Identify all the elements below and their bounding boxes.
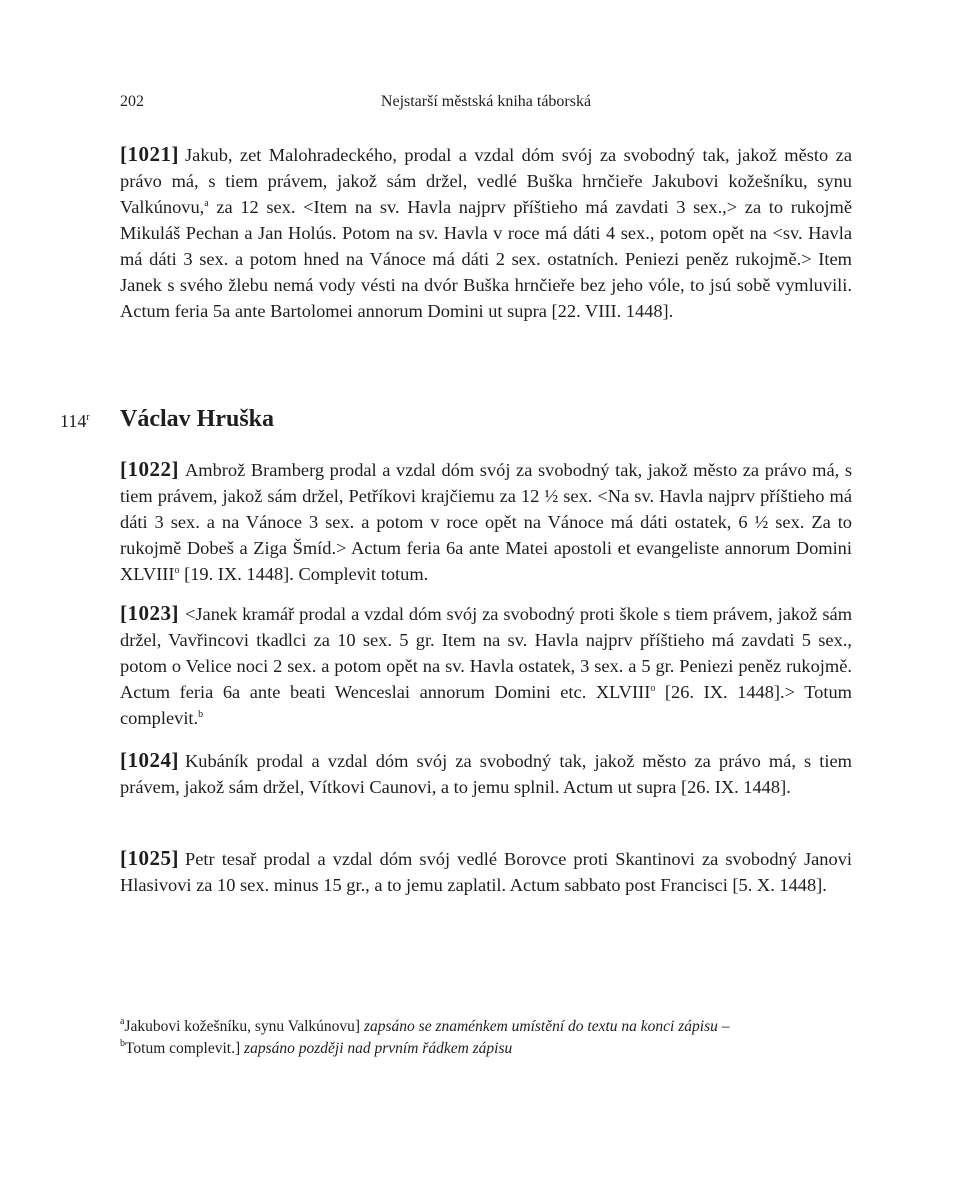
entry-text: [26. IX. 1448].> Totum complevit. xyxy=(120,682,852,728)
footnote-lemma: Totum complevit.] xyxy=(125,1040,241,1057)
entry-number: [1025] xyxy=(120,846,179,870)
footnote-comment: zapsáno se znaménkem umístění do textu na konci zápisu – xyxy=(363,1018,730,1035)
entry-number: [1023] xyxy=(120,601,179,625)
entry-1023 xyxy=(120,600,852,731)
section-heading xyxy=(60,403,860,435)
footnote-lemma: Jakubovi kožešníku, synu Valkúnovu] xyxy=(124,1018,361,1035)
entry-1024 xyxy=(120,747,852,800)
footnote-comment: zapsáno později nad prvním řádkem zápisu xyxy=(244,1040,513,1057)
entry-text: Kubáník prodal a vzdal dóm svój za svobodný tak, jakož město za právo má, s tiem právem, jakož sám držel, Vítkovi Caunovi, a to jemu splnil. Actum ut supra [26. IX. 1448]. xyxy=(120,751,852,797)
entry-number: [1024] xyxy=(120,748,179,772)
section-title: Václav Hruška xyxy=(120,406,275,432)
entry-text: Ambrož Bramberg prodal a vzdal dóm svój za svobodný tak, jakož město za právo má, s tiem právem, jakož sám držel, Petříkovi krajčiemu za 12 ½ sex. <Na sv. Havla najprv příštieho má dáti 3 sex. a na Vánoce 3 sex. a potom v roce opět na Vánoce má dáti ostatek, 6 ½ sex. Za to rukojmě Dobeš a Ziga Šmíd.> Actum feria 6a ante Matei apostoli et evangeliste annorum Domini XLVIII xyxy=(120,460,852,584)
footnote-b xyxy=(120,1038,852,1060)
entry-text: Petr tesař prodal a vzdal dóm svój vedlé Borovce proti Skantinovi za svobodný Janovi Hlasivovi za 10 sex. minus 15 gr., a to jemu zaplatil. Actum sabbato post Francisci [5. X. 1448]. xyxy=(120,849,852,895)
superscript: o xyxy=(650,683,656,694)
folio-marker: 114$^r$ xyxy=(60,411,90,431)
entry-text: Jakub, zet Malohradeckého, prodal a vzdal dóm svój za svobodný tak, jakož město za právo má, s tiem právem, jakož sám držel, vedlé Buška hrnčieře Jakubovi kožešníku, synu Valkúnovu, xyxy=(120,145,852,217)
entry-number: [1022] xyxy=(120,457,179,481)
footnote-marker: b xyxy=(198,709,204,720)
footnotes xyxy=(120,1016,852,1060)
entry-1025 xyxy=(120,845,852,898)
entry-1021 xyxy=(120,141,852,324)
entry-number: [1021] xyxy=(120,142,179,166)
footnote-marker: a xyxy=(204,198,209,209)
entry-text: <Janek kramář prodal a vzdal dóm svój za svobodný proti škole s tiem právem, jakož sám držel, Vavřincovi tkadlci za 10 sex. 5 gr. Item na sv. Havla najprv příštieho má zavdati 5 sex., potom o Velice noci 2 sex. a potom opět na sv. Havla ostatek, 3 sex. a 5 gr. Peniezi peněz rukojmě. Actum feria 6a ante beati Wenceslai annorum Domini etc. XLVIII xyxy=(120,604,852,702)
entry-text: [19. IX. 1448]. Complevit totum. xyxy=(184,564,429,584)
running-head-title: Nejstarší městská kniha táborská xyxy=(380,93,592,110)
footnote-marker: b xyxy=(120,1038,125,1049)
superscript: o xyxy=(174,565,180,576)
entry-1022 xyxy=(120,456,852,587)
footnote-a xyxy=(120,1016,852,1038)
footnote-marker: a xyxy=(120,1016,125,1027)
page-number: 202 xyxy=(120,93,144,110)
running-head xyxy=(120,90,852,114)
entry-text: za 12 sex. <Item na sv. Havla najprv příštieho má zavdati 3 sex.,> za to rukojmě Mikuláš Pechan a Jan Holús. Potom na sv. Havla v roce má dáti 4 sex., potom opět na <sv. Havla má dáti 3 sex. a potom hned na Vánoce má dáti 2 sex. ostatních. Peniezi peněz rukojmě.> Item Janek s svého žlebu nemá vody vésti na dvór Buška hrnčieře bez jeho vóle, to jsú sobě vymluvili. Actum feria 5a ante Bartolomei annorum Domini ut supra [22. VIII. 1448]. xyxy=(120,197,852,321)
